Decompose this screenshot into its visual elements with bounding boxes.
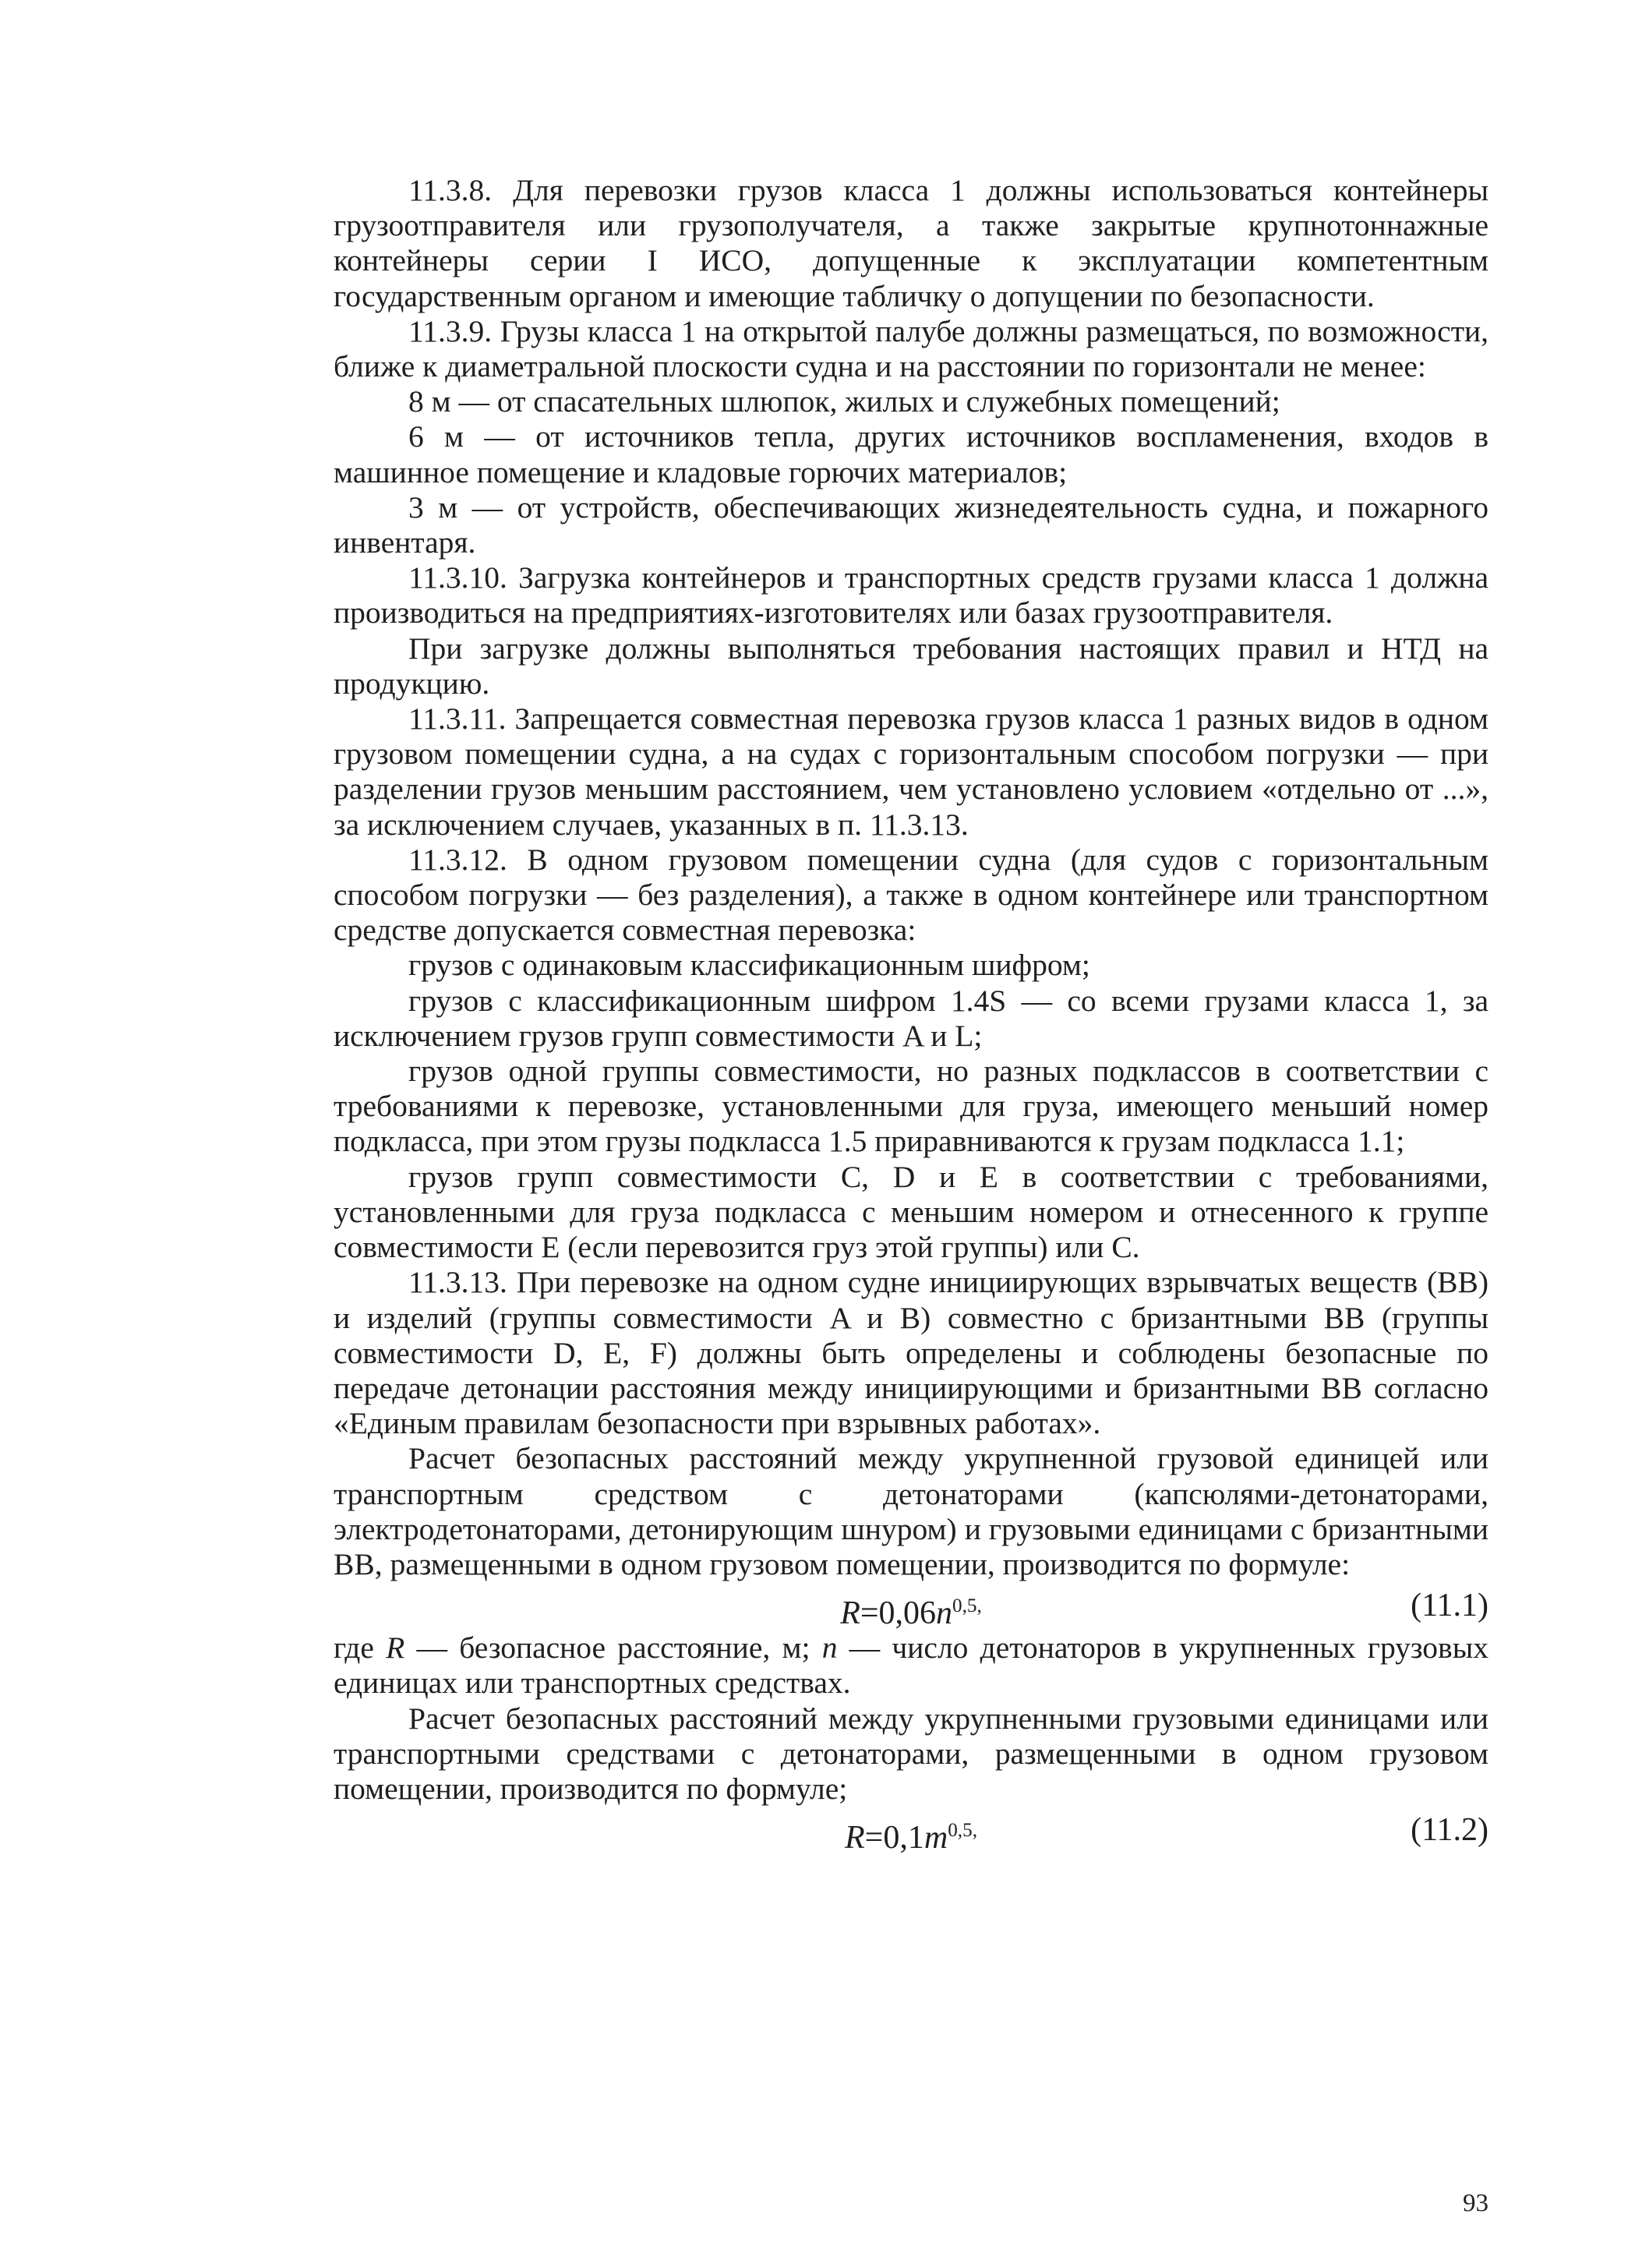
page-number: 93 — [1463, 2189, 1489, 2217]
formula-11-2 — [334, 1807, 1489, 1855]
paragraph-11-3-12: 11.3.12. В одном грузовом помещении судна (для судов с горизонтальным способом погрузки — без разделения), а также в одном контейнере или транспортном средстве допускается совместная перевозка: — [334, 842, 1489, 948]
loading-requirements-paragraph: При загрузке должны выполняться требования настоящих правил и НТД на продукцию. — [334, 631, 1489, 701]
distance-item-6m: 6 м — от источников тепла, других источников воспламенения, входов в машинное помещение и кладовые горючих материалов; — [334, 419, 1489, 489]
formula-expression: $R=0,1m^{0,5,}$ — [845, 1820, 977, 1856]
formula-expression: $R=0,06n^{0,5,}$ — [840, 1595, 982, 1632]
joint-carriage-item-4: грузов групп совместимости C, D и E в соответствии с требованиями, установленными для груза подкласса с меньшим номером и отнесенного к группе совместимости E (если перевозится груз этой группы) или C. — [334, 1159, 1489, 1265]
joint-carriage-item-1: грузов с одинаковым классификационным шифром; — [408, 948, 1090, 983]
distance-item-8m: 8 м — от спасательных шлюпок, жилых и служебных помещений; — [408, 384, 1280, 419]
safe-distance-calc-paragraph-2: Расчет безопасных расстояний между укрупненными грузовыми единицами или транспортными средствами с детонаторами, размещенными в одном грузовом помещении, производится по формуле; — [334, 1701, 1489, 1806]
paragraph-11-3-11: 11.3.11. Запрещается совместная перевозка грузов класса 1 разных видов в одном грузовом помещении судна, а на судах с горизонтальным способом погрузки — при разделении грузов меньшим расстоянием, чем установлено условием «отдельно от ...», за исключением случаев, указанных в п. 11.3.13. — [334, 701, 1489, 842]
paragraph-11-3-8: 11.3.8. Для перевозки грузов класса 1 должны использоваться контейнеры грузоотправителя или грузополучателя, а также закрытые крупнотоннажные контейнеры серии I ИСО, допущенные к эксплуатации компетентным государственным органом и имеющие табличку о допущении по безопасности. — [334, 173, 1489, 313]
distance-item-3m: 3 м — от устройств, обеспечивающих жизнедеятельность судна, и пожарного инвентаря. — [334, 489, 1489, 560]
main-text — [334, 173, 1489, 1855]
paragraph-11-3-10: 11.3.10. Загрузка контейнеров и транспортных средств грузами класса 1 должна производиться на предприятиях-изготовителях или базах грузоотправителя. — [334, 560, 1489, 631]
paragraph-11-3-13: 11.3.13. При перевозке на одном судне инициирующих взрывчатых веществ (ВВ) и изделий (группы совместимости A и B) совместно с бризантными ВВ (группы совместимости D, E, F) должны быть определены и соблюдены безопасные по передаче детонации расстояния между инициирующими и бризантными ВВ согласно «Единым правилам безопасности при взрывных работах». — [334, 1265, 1489, 1441]
joint-carriage-item-3: грузов одной группы совместимости, но разных подклассов в соответствии с требованиями к перевозке, установленными для груза, имеющего меньший номер подкласса, при этом грузы подкласса 1.5 приравниваются к грузам подкласса 1.1; — [334, 1054, 1489, 1159]
formula-number: (11.2) — [1411, 1812, 1489, 1849]
formula-definitions-paragraph: где R — безопасное расстояние, м; n — число детонаторов в укрупненных грузовых единицах или транспортных средствах. — [334, 1630, 1489, 1701]
joint-carriage-item-2: грузов с классификационным шифром 1.4S — со всеми грузами класса 1, за исключением грузов групп совместимости A и L; — [334, 983, 1489, 1053]
formula-11-1 — [334, 1582, 1489, 1630]
paragraph-11-3-9: 11.3.9. Грузы класса 1 на открытой палубе должны размещаться, по возможности, ближе к диаметральной плоскости судна и на расстоянии по горизонтали не менее: — [334, 313, 1489, 384]
formula-number: (11.1) — [1411, 1588, 1489, 1624]
safe-distance-calc-paragraph-1: Расчет безопасных расстояний между укрупненной грузовой единицей или транспортным средством с детонаторами (капсюлями-детонаторами, электродетонаторами, детонирующим шнуром) и грузовыми единицами с бризантными ВВ, размещенными в одном грузовом помещении, производится по формуле: — [334, 1441, 1489, 1581]
